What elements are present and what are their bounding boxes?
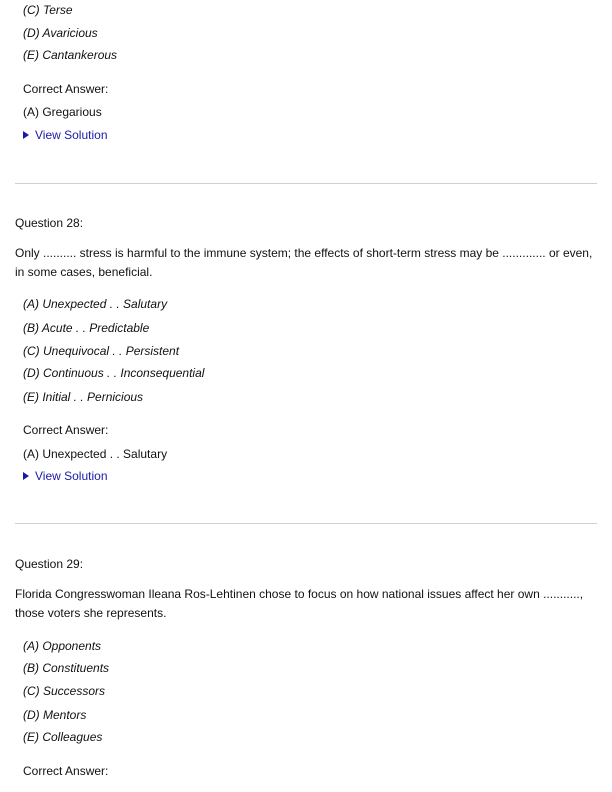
option-c: (C) Successors	[23, 684, 106, 698]
option-d: (D) Continuous . . Inconsequential	[23, 366, 205, 380]
option-e: (E) Colleagues	[23, 730, 103, 744]
option-d: (D) Mentors	[23, 708, 87, 722]
view-solution-label: View Solution	[35, 469, 108, 483]
view-solution-label: View Solution	[35, 128, 108, 142]
correct-answer-value: (A) Gregarious	[23, 105, 102, 119]
correct-answer-label: Correct Answer:	[23, 764, 109, 778]
question-text	[15, 585, 600, 623]
option-c: (C) Unequivocal . . Persistent	[23, 344, 180, 358]
question-text	[15, 244, 600, 282]
option-b: (B) Acute . . Predictable	[23, 321, 150, 335]
view-solution-toggle[interactable]	[23, 469, 108, 483]
question-text-line: in some cases, beneficial.	[15, 265, 153, 279]
option-c: (C) Terse	[23, 3, 73, 17]
option-e: (E) Initial . . Pernicious	[23, 390, 144, 404]
correct-answer-label: Correct Answer:	[23, 82, 109, 96]
caret-right-icon	[23, 131, 29, 139]
question-title: Question 28:	[15, 216, 84, 230]
option-a: (A) Opponents	[23, 639, 102, 653]
option-e: (E) Cantankerous	[23, 48, 118, 62]
view-solution-toggle[interactable]	[23, 128, 108, 142]
option-a: (A) Unexpected . . Salutary	[23, 297, 168, 311]
option-b: (B) Constituents	[23, 661, 110, 675]
divider	[15, 523, 597, 524]
question-text-line: Only .......... stress is harmful to the immune system; the effects of short-term stress may be ............. or even,	[15, 246, 593, 260]
divider	[15, 183, 597, 184]
question-text-line: Florida Congresswoman Ileana Ros-Lehtinen chose to focus on how national issues affect her own ...........,	[15, 587, 584, 601]
option-d: (D) Avaricious	[23, 26, 98, 40]
correct-answer-value: (A) Unexpected . . Salutary	[23, 447, 168, 461]
caret-right-icon	[23, 472, 29, 480]
question-text-line: those voters she represents.	[15, 606, 167, 620]
question-title: Question 29:	[15, 557, 84, 571]
correct-answer-label: Correct Answer:	[23, 423, 109, 437]
